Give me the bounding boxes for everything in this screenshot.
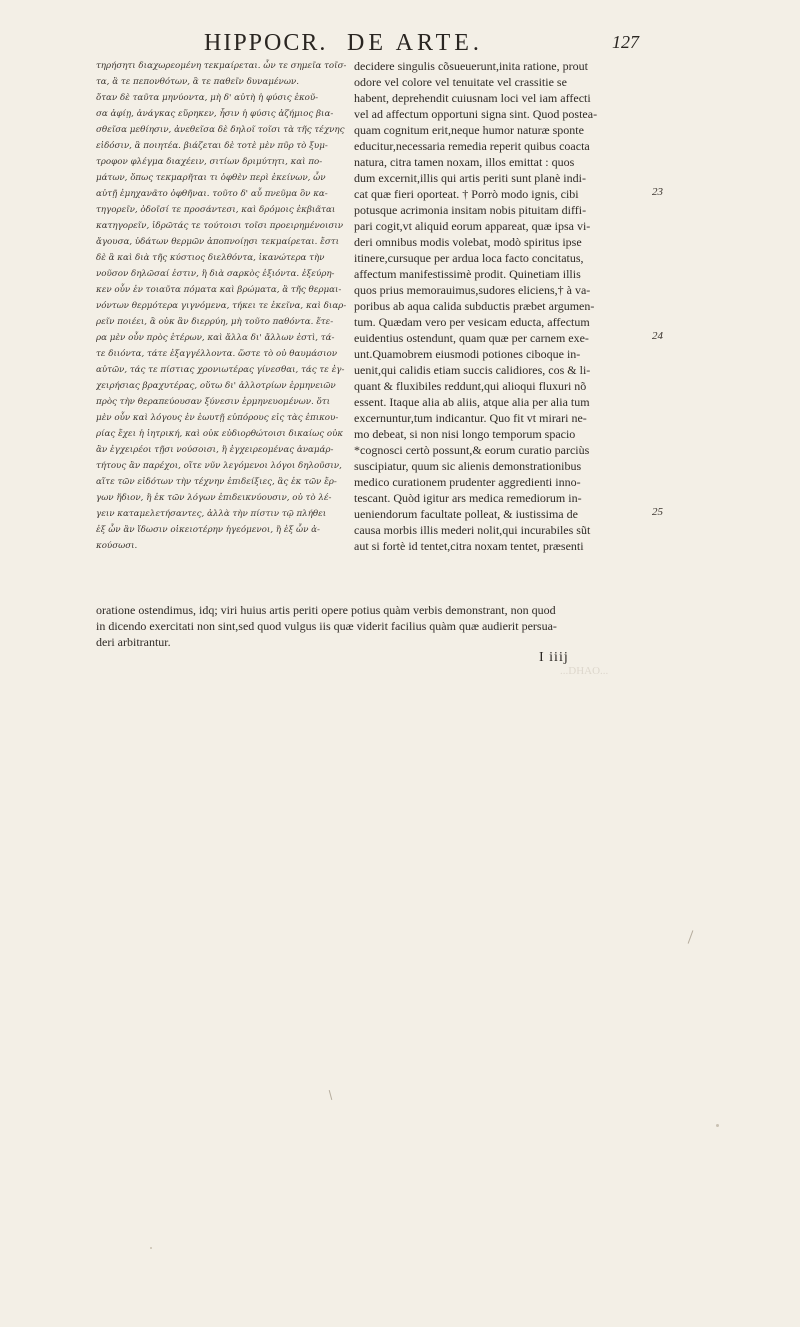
greek-line: σα ἀφίῃ, ἀνάγκας εὕρηκεν, ἧσιν ἡ φύσις ἀζήμιος βια- (96, 109, 334, 120)
text-line: oratione ostendimus, idq; viri huius artis periti opere potius quàm verbis demonstrant, non quod (96, 603, 556, 617)
greek-line: αὐτῇ ἐμηχανᾶτο ὀφθῆναι. τοῦτο δ' αὖ πνεῦμα ὃν κα- (96, 189, 328, 200)
text-line: deri arbitrantur. (96, 635, 171, 650)
latin-line: excernuntur,tum indicantur. Quo fit vt mirari ne- (354, 411, 587, 426)
latin-line: itinere,cursuque per ardua loca facto concitatus, (354, 251, 584, 266)
bleed-through-text: ...DHAO... (560, 665, 609, 677)
greek-line: τηρήσητι διαχωρεομένη τεκμαίρεται. ὧν τε σημεῖα τοῖσ- (96, 61, 346, 71)
latin-line: unt.Quamobrem eiusmodi potiones ciboque in- (354, 347, 581, 362)
greek-line: ἂν ἐγχειρέοι τῇσι νούσοισι, ἢ ἐγχειρεομένας ἀναμάρ- (96, 445, 334, 456)
latin-line: euidentius ostendunt, quam quæ per carnem exe- (354, 331, 589, 346)
greek-line: σθεῖσα μεθίησιν, ἀνεθεῖσα δὲ δηλοῖ τοῖσι τὰ τῆς τέχνης (96, 125, 345, 136)
latin-line: tescant. Quòd igitur ars medica remediorum in- (354, 491, 582, 506)
latin-line: tum. Quædam vero per vesicam educta, affectum (354, 315, 590, 330)
greek-line: κεν οὖν ἐν τοιαῦτα πόματα καὶ βρώματα, ἃ τῆς θερμαι- (96, 285, 342, 296)
latin-line: natura, citra tamen noxam, illos emittat : quos (354, 155, 575, 170)
latin-line: medico curationem prudenter aggredienti inno- (354, 475, 581, 490)
latin-line: potusque acrimonia insitam nobis pituitam diffi- (354, 203, 587, 218)
greek-line: μὲν οὖν καὶ λόγους ἐν ἑωυτῇ εὐπόρους εἰς τὰς ἐπικου- (96, 413, 339, 424)
latin-line: mo debeat, si non nisi longo temporum spacio (354, 427, 576, 442)
latin-line: aut si fortè id tentet,citra noxam tentet, præsenti (354, 539, 584, 554)
greek-line: αἵτε τῶν εἰδότων τὴν τέχνην ἐπιδείξιες, ἃς ἐκ τῶν ἔρ- (96, 477, 337, 488)
latin-line: quos prius memorauimus,sudores eliciens,† à va- (354, 283, 591, 298)
greek-line: ρα μὲν οὖν πρὸς ἑτέρων, καὶ ἄλλα δι' ἄλλων ἐστὶ, τά- (96, 333, 335, 344)
margin-number: 25 (652, 506, 663, 518)
running-title-right: DE ARTE. (347, 30, 483, 56)
greek-line: ρίας ἔχει ἡ ἰητρική, καὶ οὐκ εὐδιορθώτοισι δικαίως οὐκ (96, 429, 344, 440)
latin-column (354, 58, 660, 554)
margin-number: 23 (652, 186, 663, 198)
latin-line: vel ad affectum opportuni signa sint. Quod postea- (354, 107, 598, 122)
latin-line: *cognosci certò possunt,& eorum curatio parciùs (354, 443, 590, 458)
greek-line: μάτων, ὅπως τεκμαρῆται τι ὀφθὲν περὶ ἐκείνων, ὧν (96, 173, 326, 184)
greek-line: τροφον φλέγμα διαχέειν, σιτίων δριμύτητι, καὶ πο- (96, 157, 323, 168)
paper-mark (329, 1090, 333, 1100)
latin-line: habent, deprehendit cuiusnam loci vel iam affecti (354, 91, 591, 106)
paper-speck (150, 1247, 152, 1249)
greek-line: αὐτῶν, τάς τε πίστιας χρονιωτέρας γίνεσθαι, τάς τε ἐγ- (96, 365, 345, 376)
latin-line: deri omnibus modis volebat, modò spiritus ipse (354, 235, 582, 250)
greek-line: εἰδόσιν, ἃ ποιητέα. βιάζεται δὲ τοτὲ μὲν πῦρ τὸ ξυμ- (96, 141, 328, 152)
greek-line: γων ἥδιον, ἢ ἐκ τῶν λόγων ἐπιδεικνύουσιν, οὐ τὸ λέ- (96, 493, 332, 504)
latin-line: quant & fluxibiles reddunt,qui alioqui fluxuri nõ (354, 379, 587, 394)
greek-line: ὅταν δὲ ταῦτα μηνύοντα, μὴ δ' αὐτὴ ἡ φύσις ἑκοῦ- (96, 93, 319, 104)
latin-line: educitur,necessaria remedia reperit quibus coacta (354, 139, 590, 154)
greek-line: κατηγορεῖν, ἱδρῶτάς τε τούτοισι τοῖσι προειρημένοισιν (96, 221, 344, 232)
text-line: in dicendo exercitati non sint,sed quod vulgus iis quæ viderit facilius quàm quæ audierit persua- (96, 619, 557, 634)
full-width-text (96, 602, 656, 650)
paper-mark (688, 930, 694, 943)
signature-mark: I iiij (539, 650, 569, 665)
greek-line: γειν καταμελετήσαντες, ἀλλὰ τὴν πίστιν τῷ πλήθει (96, 509, 327, 520)
latin-line: affectum manifestissimè prodit. Quinetiam illis (354, 267, 581, 282)
greek-line: τήτους ἂν παρέχοι, οἵτε νῦν λεγόμενοι λόγοι δηλοῦσιν, (96, 461, 342, 472)
margin-number: 24 (652, 330, 663, 342)
paper-speck (716, 1124, 719, 1127)
greek-line: χειρήσιας βραχυτέρας, οὕτω δι' ἀλλοτρίων ἑρμηνειῶν (96, 381, 336, 392)
latin-line: poribus ab aqua calida subductis præbet argumen- (354, 299, 595, 314)
greek-line: τε διιόντα, τάτε ἐξαγγέλλοντα. ὥστε τὸ οὐ θαυμάσιον (96, 349, 338, 360)
latin-line: quam cognitum erit,neque humor naturæ sponte (354, 123, 584, 138)
greek-line: νοῦσον δηλῶσαί ἐστιν, ἢ διὰ σαρκὸς ἐξιόντα. ἐξεύρη- (96, 269, 335, 280)
latin-line: decidere singulis cõsueuerunt,inita ratione, prout (354, 59, 588, 73)
greek-line: κούσωσι. (96, 541, 138, 552)
latin-line: dum excernit,illis qui artis periti sunt planè indi- (354, 171, 586, 186)
latin-line: pari cogit,vt aliquid eorum appareat, quæ ipsa vi- (354, 219, 591, 234)
latin-line: odore vel colore vel tenuitate vel crassitie se (354, 75, 567, 90)
greek-line: δὲ ἃ καὶ διὰ τῆς κύστιος διελθόντα, ἱκανώτερα τὴν (96, 253, 325, 264)
running-title-left: HIPPOCR. (204, 30, 328, 56)
latin-line: essent. Itaque alia ab aliis, atque alia per alia tum (354, 395, 590, 410)
latin-line: suscipiatur, quum sic alienis demonstrationibus (354, 459, 582, 474)
greek-line: τηγορεῖν, ὁδοῖσί τε προσάντεσι, καὶ δρόμοις ἐκβιᾶται (96, 205, 336, 216)
greek-line: πρὸς τὴν θεραπεύουσαν ξύνεσιν ἑρμηνευομένων. ὅτι (96, 397, 330, 408)
greek-column (96, 58, 346, 554)
latin-line: cat quæ fieri oporteat. † Porrò modo ignis, cibi (354, 187, 579, 202)
greek-line: ρεῖν ποιέει, ἃ οὐκ ἂν διερρύη, μὴ τοῦτο παθόντα. ἕτε- (96, 317, 334, 328)
latin-line: uenit,qui calidis etiam succis calidiores, cos & li- (354, 363, 591, 378)
greek-line: νόντων θερμότερα γιγνόμενα, τήκει τε ἐκεῖνα, καὶ διαρ- (96, 301, 346, 312)
page-number: 127 (612, 32, 639, 52)
latin-line: causa morbis illis mederi nolit,qui incurabiles sũt (354, 523, 591, 538)
greek-line: ἄγουσα, ὑδάτων θερμῶν ἀποπνοίῃσι τεκμαίρεται. ἔστι (96, 237, 339, 248)
greek-line: ἐξ ὧν ἂν ἴδωσιν οἰκειοτέρην ἡγεόμενοι, ἢ ἐξ ὧν ἀ- (96, 525, 320, 536)
greek-line: τα, ἃ τε πεπονθότων, ἃ τε παθεῖν δυναμένων. (96, 77, 299, 88)
latin-line: ueniendorum facultate polleat, & iustissima de (354, 507, 578, 522)
